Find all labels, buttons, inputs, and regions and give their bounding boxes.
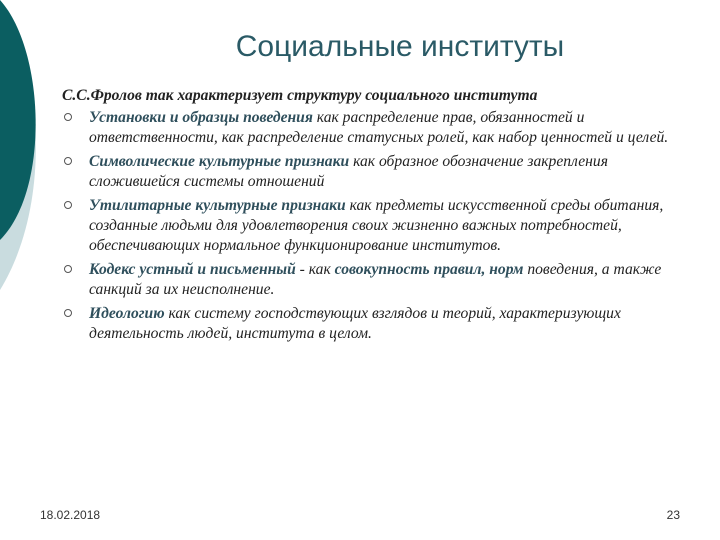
item-highlight: Установки и образцы поведения: [89, 109, 313, 126]
hollow-circle-bullet-icon: [64, 309, 72, 317]
slide-content: [62, 86, 702, 348]
intro-text: С.С.Фролов так характеризует структуру социального института: [62, 87, 538, 104]
slide-date: 18.02.2018: [40, 508, 101, 522]
item-highlight: Символические культурные признаки: [89, 153, 350, 170]
item-text-suffix: поведения, а также санкций за их неисполнение.: [89, 261, 662, 298]
hollow-circle-bullet-icon: [64, 113, 72, 121]
list-item: [62, 260, 702, 300]
slide-title: Социальные институты: [235, 30, 565, 63]
item-text: как образное обозначение закрепления сложившейся системы отношений: [89, 153, 608, 190]
hollow-circle-bullet-icon: [64, 265, 72, 273]
hollow-circle-bullet-icon: [64, 201, 72, 209]
list-item: [62, 152, 702, 192]
list-item: [62, 196, 702, 256]
page-number: 23: [666, 508, 680, 522]
decorative-corner-shape: [0, 0, 60, 300]
item-text: как систему господствующих взглядов и теорий, характеризующих деятельность людей, института в целом.: [89, 305, 621, 342]
list-item: [62, 304, 702, 344]
list-item: [62, 108, 702, 148]
item-highlight-secondary: совокупность правил, норм: [334, 261, 524, 278]
item-text: как распределение прав, обязанностей и ответственности, как распределение статусных ролей, как набор ценностей и целей.: [89, 109, 669, 146]
item-highlight: Идеологию: [89, 305, 165, 322]
item-highlight: Кодекс устный и письменный: [89, 261, 296, 278]
item-text: - как: [295, 261, 335, 278]
item-highlight: Утилитарные культурные признаки: [89, 197, 346, 214]
bullet-list: [62, 108, 702, 344]
item-text: как предметы искусственной среды обитания, созданные людьми для удовлетворения своих жизненно важных потребностей, обеспечивающих нормальное функционирование институтов.: [89, 197, 664, 254]
hollow-circle-bullet-icon: [64, 157, 72, 165]
